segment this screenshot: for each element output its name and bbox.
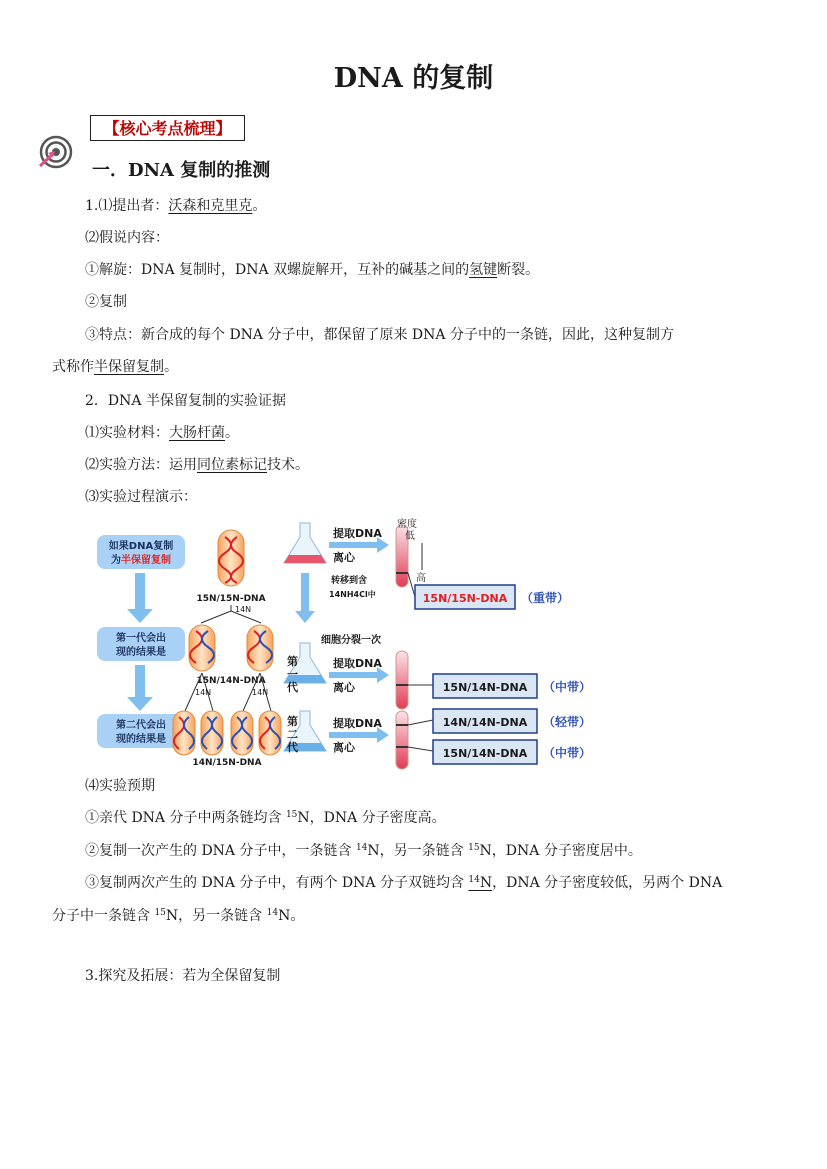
box-gen2-line1: 第二代会出 <box>116 720 166 731</box>
high-label: 高 <box>416 573 426 584</box>
gen2-label-c: 代 <box>287 741 298 754</box>
target-icon <box>38 134 74 170</box>
label-parent-dna: 15N/15N-DNA <box>196 594 266 604</box>
extract-label-2: 提取DNA <box>333 657 382 670</box>
paragraph-feature-cont: 式称作半保留复制。 <box>52 359 178 375</box>
label-n14-a: 14N <box>235 605 252 614</box>
paragraph-proposer: 1.⑴提出者：沃森和克里克。 <box>85 198 267 214</box>
paragraph-material: ⑴实验材料：大肠杆菌。 <box>85 425 239 441</box>
bacteria-cell-icon <box>189 625 273 671</box>
paragraph-prediction: ⑷实验预期 <box>85 778 155 794</box>
gen2-label-b: 二 <box>287 728 298 741</box>
paragraph-twice-cont: 分子中一条链含 $^{15}$N，另一条链含 $^{14}$N。 <box>52 908 305 924</box>
paragraph-method: ⑵实验方法：运用同位素标记技术。 <box>85 457 309 473</box>
box-gen1-line1: 第一代会出 <box>116 633 166 644</box>
result-text-4: 15N/14N-DNA <box>442 747 528 760</box>
label-n14-b: 14N <box>195 688 212 697</box>
gen1-label-b: 一 <box>287 668 298 681</box>
gen1-label-a: 第 <box>287 655 298 668</box>
band-label-3: （轻带） <box>543 715 592 729</box>
experiment-figure <box>85 515 620 775</box>
box-gen2-line2: 现的结果是 <box>116 734 166 745</box>
box-gen1-line2: 现的结果是 <box>116 647 166 658</box>
band-label-2: （中带） <box>543 680 592 694</box>
paragraph-process: ⑶实验过程演示： <box>85 489 197 505</box>
section-heading: 一．DNA 复制的推测 <box>92 160 271 181</box>
gen2-label-a: 第 <box>287 715 298 728</box>
low-label: 低 <box>405 531 415 542</box>
centrifuge-label-1: 离心 <box>333 551 355 564</box>
bacteria-cell-icon <box>218 530 244 586</box>
centrifuge-label-2: 离心 <box>333 681 355 694</box>
extract-label-1: 提取DNA <box>333 527 382 540</box>
result-text-1: 15N/15N-DNA <box>422 592 508 605</box>
paragraph-unwinding: ①解旋：DNA 复制时，DNA 双螺旋解开，互补的碱基之间的氢键断裂。 <box>85 262 540 278</box>
label-gen1-dna: 15N/14N-DNA <box>196 676 266 686</box>
paragraph-once: ②复制一次产生的 DNA 分子中，一条链含 $^{14}$N，另一条链含 $^{15}$N，DNA 分子密度居中。 <box>85 843 642 859</box>
paragraph-feature: ③特点：新合成的每个 DNA 分子中，都保留了原来 DNA 分子中的一条链，因此，这种复制方 <box>85 327 674 343</box>
label-n14-c: 14N <box>252 688 269 697</box>
gen1-label-c: 代 <box>287 681 298 694</box>
transfer-label-2: 14NH4Cl中 <box>329 590 376 599</box>
result-text-3: 14N/14N-DNA <box>442 716 528 729</box>
centrifuge-label-3: 离心 <box>333 741 355 754</box>
paragraph-hypothesis: ⑵假说内容： <box>85 230 169 246</box>
bacteria-cell-icon <box>173 711 281 755</box>
label-gen2-dna: 14N/15N-DNA <box>192 758 262 768</box>
extract-label-3: 提取DNA <box>333 717 382 730</box>
test-tube-icon <box>396 525 408 769</box>
box-hypothesis-line2: 为半保留复制 <box>111 555 171 566</box>
transfer-label-1: 转移到含 <box>331 576 368 586</box>
density-label: 密度 <box>397 519 417 530</box>
box-hypothesis-line1: 如果DNA复制 <box>108 541 174 552</box>
band-label-1: （重带） <box>521 591 570 605</box>
paragraph-extension: 3.探究及拓展：若为全保留复制 <box>85 968 281 984</box>
band-label-4: （中带） <box>543 746 592 760</box>
tree-lines <box>201 605 261 623</box>
divide-label: 细胞分裂一次 <box>321 635 381 646</box>
paragraph-twice: ③复制两次产生的 DNA 分子中，有两个 DNA 分子双链均含 $^{14}$N，DNA 分子密度较低，另两个 DNA <box>85 875 723 891</box>
paragraph-evidence: 2．DNA 半保留复制的实验证据 <box>85 393 286 409</box>
paragraph-parent: ①亲代 DNA 分子中两条链均含 $^{15}$N，DNA 分子密度高。 <box>85 810 446 826</box>
paragraph-replication: ②复制 <box>85 294 127 310</box>
page-title: DNA 的复制 <box>333 63 494 94</box>
section-badge: 【核心考点梳理】 <box>90 115 245 141</box>
result-text-2: 15N/14N-DNA <box>442 681 528 694</box>
down-arrow-icon <box>295 573 315 623</box>
